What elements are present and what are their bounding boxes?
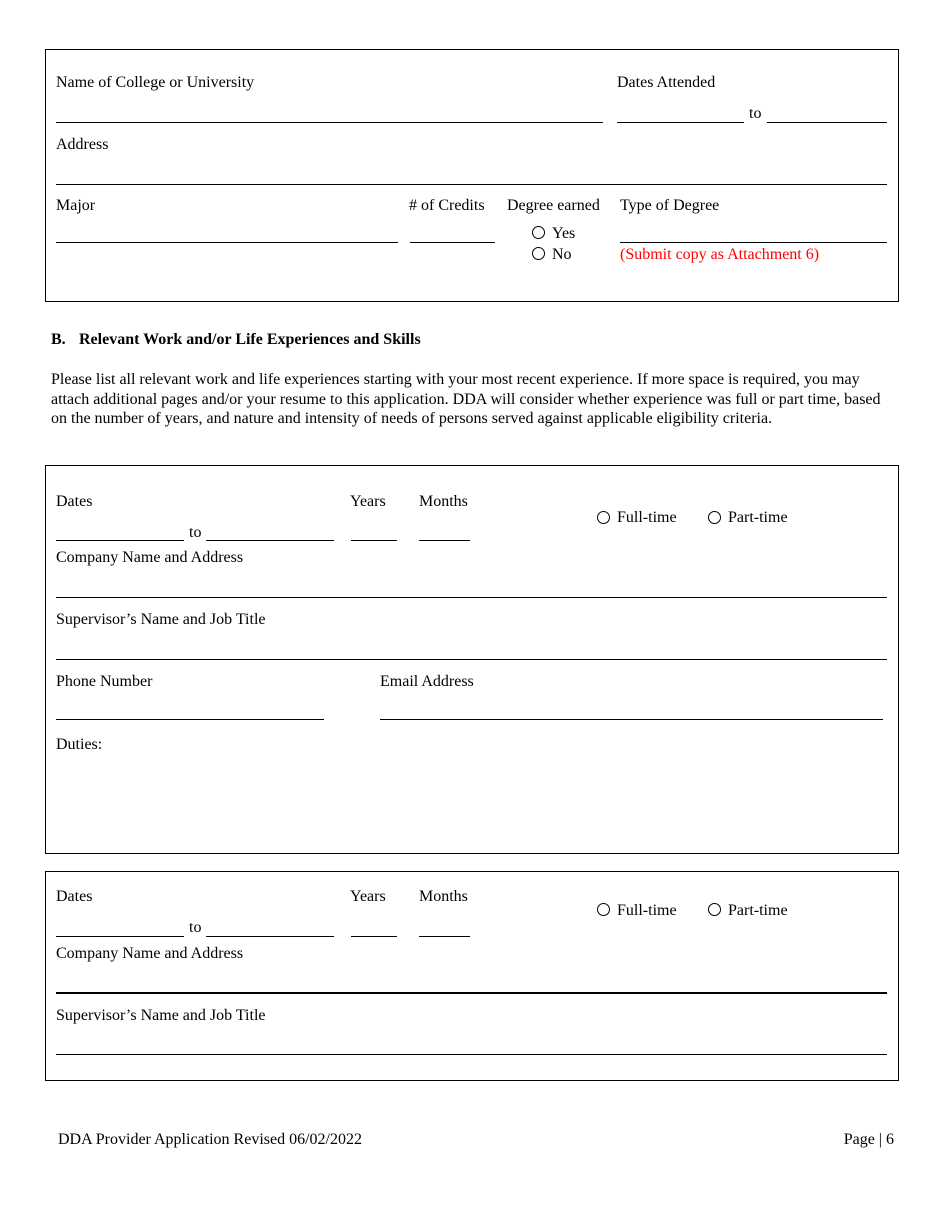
exp2-company-label: Company Name and Address bbox=[56, 945, 244, 962]
exp1-parttime-label: Part-time bbox=[728, 509, 788, 526]
exp1-date-from-field[interactable] bbox=[56, 540, 184, 541]
exp2-date-to-field[interactable] bbox=[206, 936, 334, 937]
college-label: Name of College or University bbox=[56, 74, 255, 91]
attachment-note: (Submit copy as Attachment 6) bbox=[620, 246, 820, 263]
degree-earned-label: Degree earned bbox=[507, 197, 600, 214]
exp2-to-label: to bbox=[189, 919, 202, 936]
exp2-fulltime-radio[interactable] bbox=[597, 903, 610, 916]
exp2-parttime-label: Part-time bbox=[728, 902, 788, 919]
exp1-phone-label: Phone Number bbox=[56, 673, 153, 690]
dates-attended-from-field[interactable] bbox=[617, 122, 744, 123]
major-label: Major bbox=[56, 197, 96, 214]
exp2-years-field[interactable] bbox=[351, 936, 397, 937]
footer-revision: DDA Provider Application Revised 06/02/2022 bbox=[58, 1131, 362, 1148]
exp2-date-from-field[interactable] bbox=[56, 936, 184, 937]
to-label: to bbox=[749, 105, 762, 122]
section-b-title: Relevant Work and/or Life Experiences and Skills bbox=[79, 331, 421, 348]
exp1-fulltime-label: Full-time bbox=[617, 509, 677, 526]
college-field[interactable] bbox=[56, 122, 603, 123]
exp2-months-label: Months bbox=[419, 888, 468, 905]
degree-no-label: No bbox=[552, 246, 572, 263]
exp1-duties-label: Duties: bbox=[56, 736, 103, 753]
credits-field[interactable] bbox=[410, 242, 495, 243]
exp2-months-field[interactable] bbox=[419, 936, 470, 937]
degree-type-label: Type of Degree bbox=[620, 197, 720, 214]
exp1-supervisor-label: Supervisor’s Name and Job Title bbox=[56, 611, 266, 628]
exp1-months-label: Months bbox=[419, 493, 468, 510]
section-b-number: B. bbox=[51, 331, 66, 348]
exp2-parttime-radio[interactable] bbox=[708, 903, 721, 916]
exp1-supervisor-field[interactable] bbox=[56, 659, 887, 660]
address-field[interactable] bbox=[56, 184, 887, 185]
exp2-supervisor-label: Supervisor’s Name and Job Title bbox=[56, 1007, 266, 1024]
exp1-date-to-field[interactable] bbox=[206, 540, 334, 541]
exp1-dates-label: Dates bbox=[56, 493, 93, 510]
footer-page-number: Page | 6 bbox=[843, 1131, 894, 1148]
major-field[interactable] bbox=[56, 242, 398, 243]
exp1-months-field[interactable] bbox=[419, 540, 470, 541]
exp2-years-label: Years bbox=[350, 888, 386, 905]
dates-attended-to-field[interactable] bbox=[767, 122, 887, 123]
exp1-company-field[interactable] bbox=[56, 597, 887, 598]
section-b-instructions: Please list all relevant work and life experiences starting with your most recent experience. If more space is required, you may attach additional pages and/or your resume to this application. DDA will consider whether experience was full or part time, based on the number of years, and nature and intensity of needs of persons served against applicable eligibility criteria. bbox=[51, 371, 881, 427]
exp1-years-label: Years bbox=[350, 493, 386, 510]
exp1-fulltime-radio[interactable] bbox=[597, 511, 610, 524]
degree-type-field[interactable] bbox=[620, 242, 887, 243]
exp2-dates-label: Dates bbox=[56, 888, 93, 905]
credits-label: # of Credits bbox=[409, 197, 485, 214]
exp1-company-label: Company Name and Address bbox=[56, 549, 244, 566]
exp1-to-label: to bbox=[189, 524, 202, 541]
exp1-email-label: Email Address bbox=[380, 673, 474, 690]
exp2-supervisor-field[interactable] bbox=[56, 1054, 887, 1055]
address-label: Address bbox=[56, 136, 109, 153]
exp1-years-field[interactable] bbox=[351, 540, 397, 541]
exp1-email-field[interactable] bbox=[380, 719, 883, 720]
degree-no-radio[interactable] bbox=[532, 247, 545, 260]
exp1-phone-field[interactable] bbox=[56, 719, 324, 720]
exp1-parttime-radio[interactable] bbox=[708, 511, 721, 524]
exp2-fulltime-label: Full-time bbox=[617, 902, 677, 919]
degree-yes-label: Yes bbox=[552, 225, 576, 242]
degree-yes-radio[interactable] bbox=[532, 226, 545, 239]
dates-attended-label: Dates Attended bbox=[617, 74, 716, 91]
exp2-company-field[interactable] bbox=[56, 992, 887, 994]
